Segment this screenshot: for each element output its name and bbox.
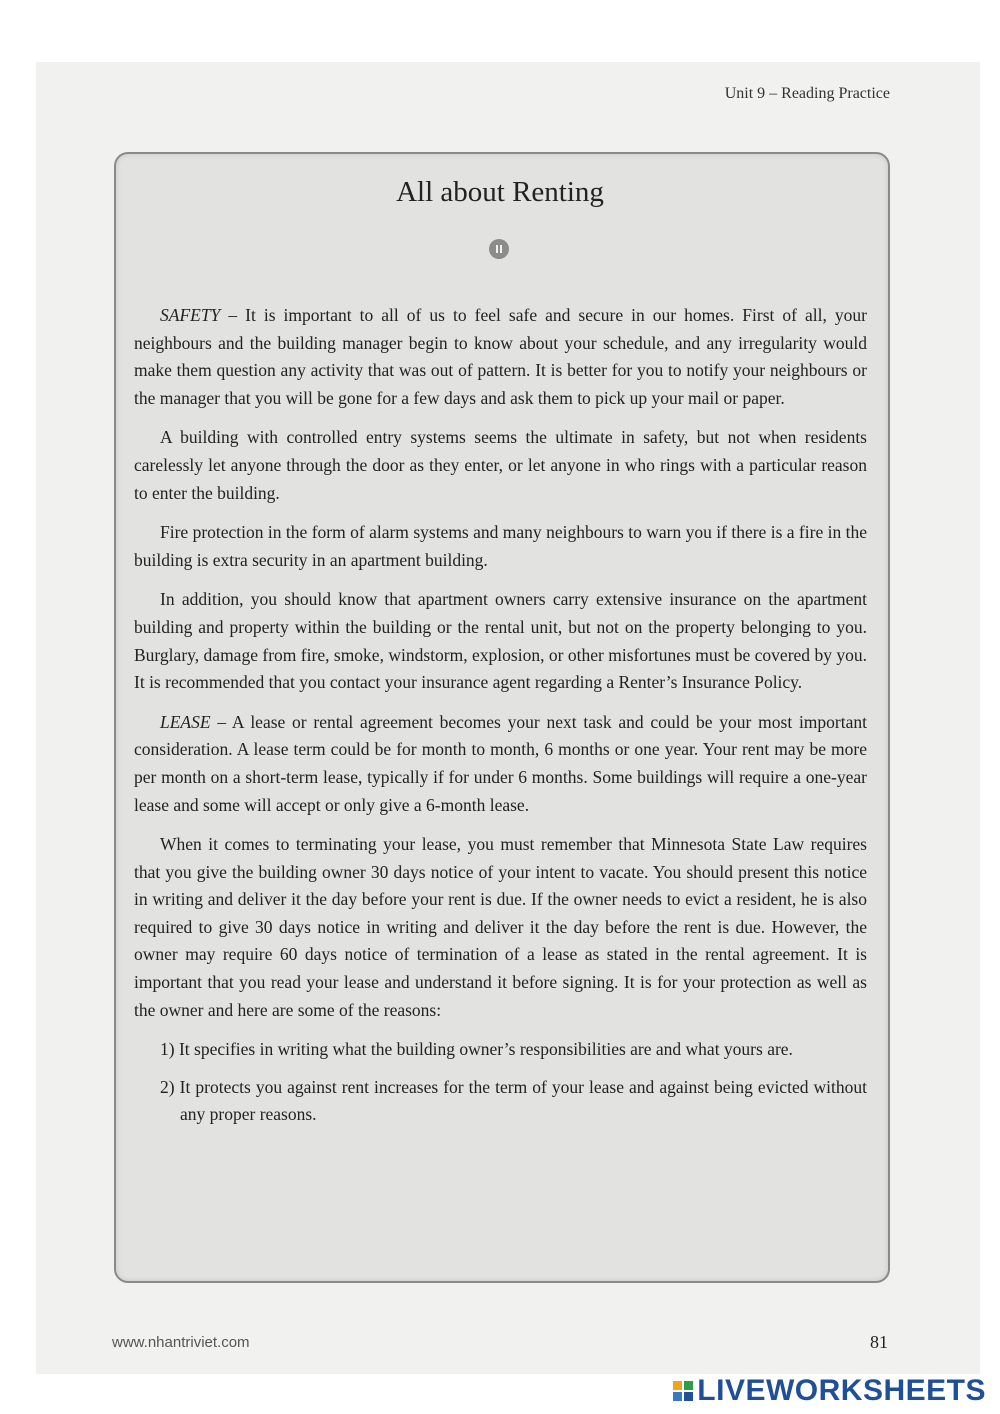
brand-grid-icon [673,1381,693,1401]
liveworksheets-logo [673,1374,986,1408]
footer-url: www.nhantriviet.com [112,1334,250,1351]
paragraph-text: – A lease or rental agreement becomes your next task and could be your most important consideration. A lease term could be for month to month, 6 months or one year. Your rent may be more per month on a short-term lease, typically if for under 6 months. Some buildings will require a one-year lease and some will accept or only give a 6-month lease. [134,711,867,815]
paragraph-safety [134,302,867,412]
paragraph-lease [134,709,867,819]
brand-name: LIVEWORKSHEETS [697,1374,986,1407]
paragraph: A building with controlled entry systems seems the ultimate in safety, but not when residents carelessly let anyone through the door as they enter, or let anyone in who rings with a particular reason to enter the building. [134,427,867,503]
paragraph: In addition, you should know that apartment owners carry extensive insurance on the apartment building and property within the building or the rental unit, but not on the property belonging to you. Burglary, damage from fire, smoke, windstorm, explosion, or other misfortunes must be covered by you. It is recommended that you contact your insurance agent regarding a Renter’s Insurance Policy. [134,589,867,693]
article-body [134,302,867,1139]
paragraph-lead: SAFETY [160,305,221,325]
brand-square [684,1392,693,1401]
audio-track-icon [489,239,509,259]
paragraph-text: – It is important to all of us to feel safe and secure in our homes. First of all, your neighbours and the building manager begin to know about your schedule, and any irregularity would make them question any activity that was out of pattern. It is better for you to notify your neighbours or the manager that you will be gone for a few days and ask them to pick up your mail or paper. [134,305,867,408]
brand-square [684,1381,693,1390]
page-number: 81 [870,1332,888,1352]
paragraph: When it comes to terminating your lease, you must remember that Minnesota State Law requires that you give the building owner 30 days notice of your intent to vacate. You should present this notice in writing and deliver it the day before your rent is due. If the owner needs to evict a resident, he is also required to give 30 days notice in writing and deliver it the day before the rent is due. However, the owner may require 60 days notice of termination of a lease as stated in the rental agreement. It is important that you read your lease and understand it before signing. It is for your protection as well as the owner and here are some of the reasons: [134,834,867,1020]
list-item: 2) It protects you against rent increases for the term of your lease and against being evicted without any proper reasons. [160,1076,867,1125]
paragraph: Fire protection in the form of alarm systems and many neighbours to warn you if there is a fire in the building is extra security in an apartment building. [134,522,867,570]
brand-square [673,1381,682,1390]
brand-square [673,1392,682,1401]
paragraph-lead: LEASE [160,711,211,732]
unit-header: Unit 9 – Reading Practice [724,85,890,102]
list-item: 1) It specifies in writing what the building owner’s responsibilities are and what yours are. [160,1039,793,1060]
page-title: All about Renting [396,176,604,208]
